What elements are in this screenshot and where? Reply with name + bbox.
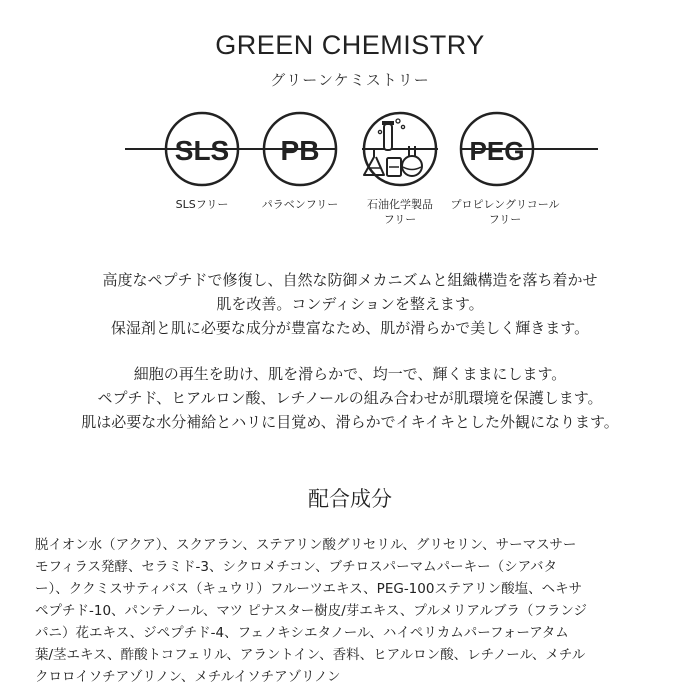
petrochemical-free-label-line-2: フリー	[383, 213, 417, 226]
description-line: ペプチド、ヒアルロン酸、レチノールの組み合わせが肌環境を保護します。	[97, 389, 603, 407]
sls-icon	[125, 113, 279, 185]
propylene-glycol-free-label	[440, 197, 570, 227]
description-line: 肌は必要な水分補給とハリに目覚め、滑らかでイキイキとした外観になります。	[81, 413, 619, 431]
ingredients-line: パニ）花エキス、ジペプチド-4、フェノキシエタノール、ハイペリカムパーフォーアタム	[35, 625, 569, 641]
pb-icon-text: PB	[280, 135, 320, 166]
propylene-glycol-free-label-line-1: プロピレングリコール	[450, 198, 560, 211]
ingredients-line: 葉/茎エキス、酢酸トコフェリル、アラントイン、香料、ヒアルロン酸、レチノール、メチル	[35, 647, 586, 663]
peg-icon-text: PEG	[469, 136, 525, 166]
description-paragraph-2	[0, 362, 700, 434]
paraben-free-label-line: パラベンフリー	[261, 198, 339, 211]
ingredients-line: 脱イオン水（アクア）、スクアラン、ステアリン酸グリセリル、グリセリン、サーマスサー	[35, 537, 577, 553]
sls-icon-text: SLS	[174, 135, 230, 166]
ingredients-line: モフィラス発酵、セラミド-3、シクロメチコン、ブチロスパーマムパーキー（シアバタ	[35, 559, 558, 575]
description-line: 保湿剤と肌に必要な成分が豊富なため、肌が滑らかで美しく輝きます。	[110, 319, 590, 337]
ingredients-line: ペプチド-10、パンテノール、マツ ピナスター樹皮/芽エキス、プルメリアルブラ（フランジ	[35, 603, 588, 619]
petrochemical-free-label-line-1: 石油化学製品	[367, 198, 433, 211]
page-subtitle: グリーンケミストリー	[270, 71, 430, 89]
ingredients-line: クロロイソチアゾリノン、メチルイソチアゾリノン	[35, 669, 341, 685]
description-line: 肌を改善。コンディションを整えます。	[216, 295, 484, 313]
pb-icon	[263, 113, 337, 185]
description-paragraph-1	[0, 268, 700, 340]
sls-free-label-line: SLSフリー	[175, 198, 229, 211]
propylene-glycol-free-label-line-2: フリー	[488, 213, 522, 226]
page-title: GREEN CHEMISTRY	[215, 30, 485, 60]
description-line: 高度なペプチドで修復し、自然な防御メカニズムと組織構造を落ち着かせ	[102, 271, 598, 289]
peg-icon	[460, 113, 598, 185]
ingredients-line: ー）、ククミスサティバス（キュウリ）フルーツエキス、PEG-100ステアリン酸塩、ヘキサ	[35, 581, 583, 597]
free-from-badges	[0, 108, 700, 193]
chemistry-flask-icon	[362, 113, 438, 185]
description-line: 細胞の再生を助け、肌を滑らかで、均一で、輝くままにします。	[133, 365, 567, 383]
ingredients-list	[35, 534, 670, 688]
ingredients-heading: 配合成分	[308, 487, 392, 511]
